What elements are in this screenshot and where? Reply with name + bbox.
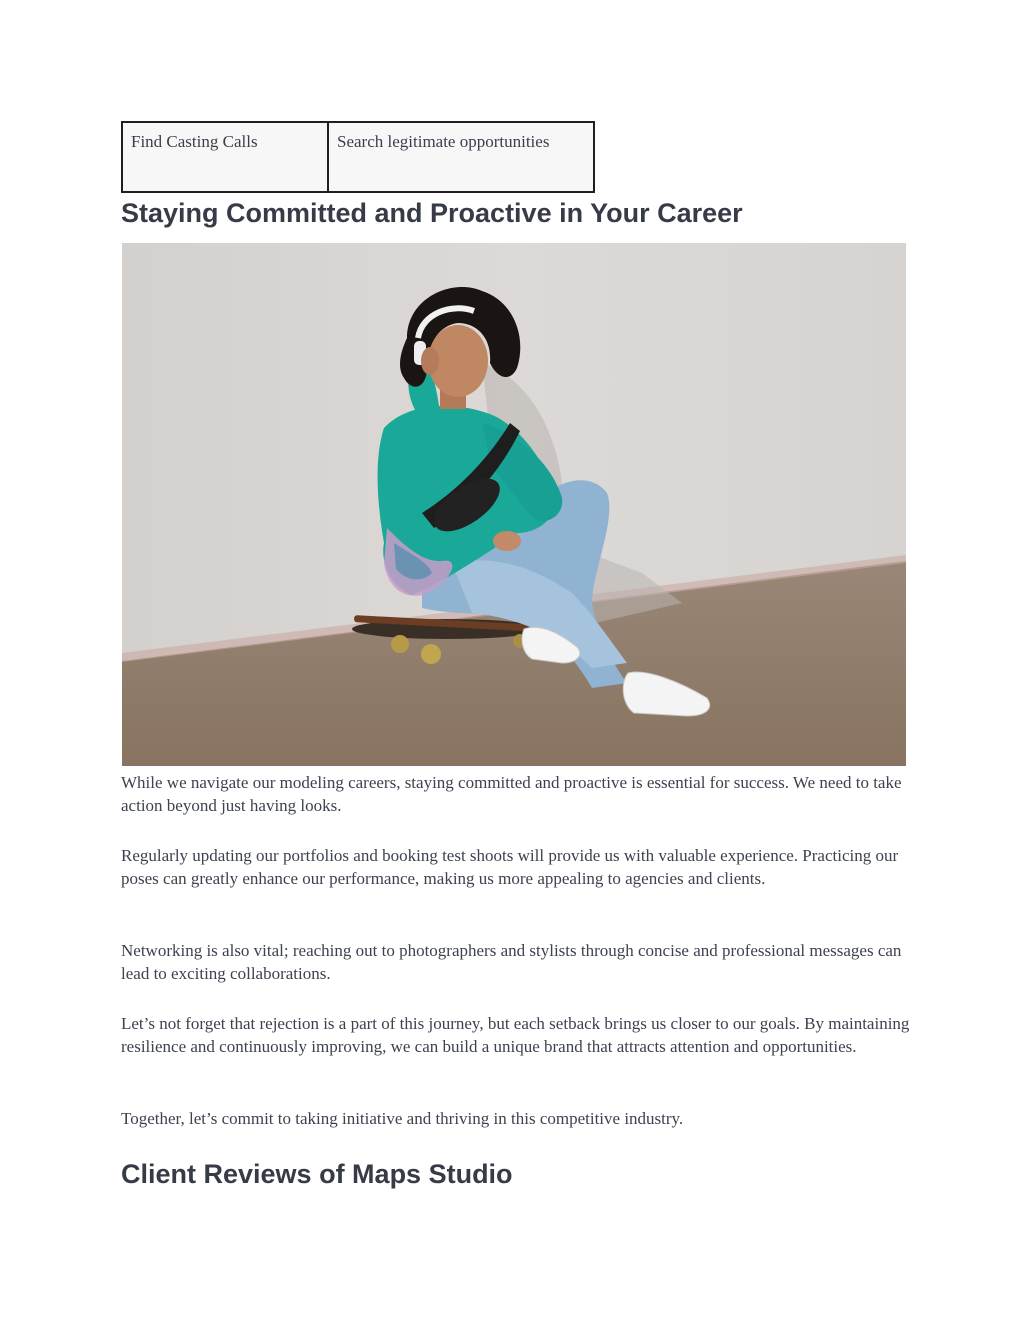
paragraph: Regularly updating our portfolios and booking test shoots will provide us with valuable experience. Practicing our poses can greatly enhance our performance, making us more appealing to agencies and clients. [121,846,899,888]
paragraph: Networking is also vital; reaching out to photographers and stylists through concise and professional messages can lead to exciting collaborations. [121,941,902,983]
paragraph: While we navigate our modeling careers, staying committed and proactive is essential for success. We need to take action beyond just having looks. [121,773,902,815]
callout-search-opportunities: Search legitimate opportunities [328,122,594,192]
section-heading-career: Staying Committed and Proactive in Your Career [121,198,743,228]
paragraph: Let’s not forget that rejection is a part of this journey, but each setback brings us closer to our goals. By maintaining resilience and continuously improving, we can build a unique brand that attracts attention and opportunities. [121,1014,910,1056]
paragraph: Together, let’s commit to taking initiative and thriving in this competitive industry. [121,1109,684,1128]
section-heading-reviews: Client Reviews of Maps Studio [121,1159,513,1189]
model-photo [122,243,906,766]
callout-row [122,122,594,192]
callout-find-casting-calls: Find Casting Calls [122,122,328,192]
casting-callout-table [121,121,595,193]
